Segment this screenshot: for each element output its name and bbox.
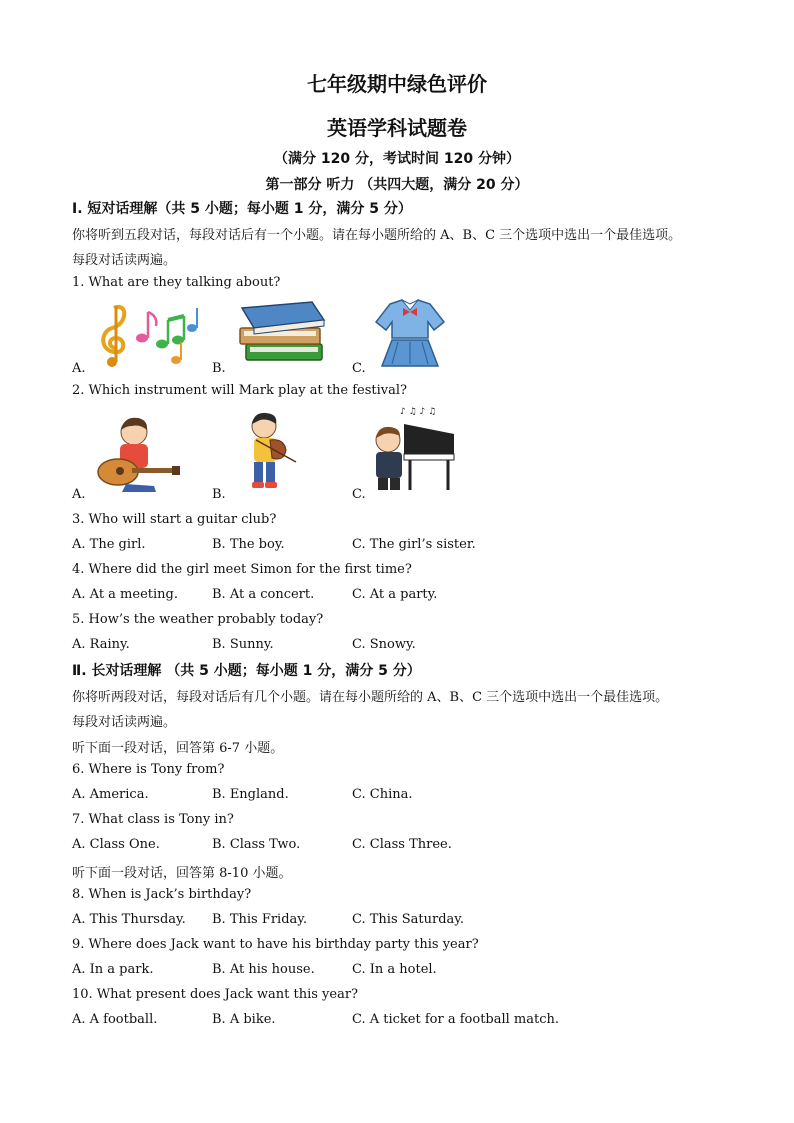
q7-option-b: B. Class Two.	[212, 837, 301, 852]
q3-option-c: C. The girl’s sister.	[352, 537, 476, 552]
dialogue-1-intro: 听下面一段对话，回答第 6-7 小题。	[72, 741, 284, 756]
q6-option-a: A. America.	[72, 787, 149, 802]
q8-option-a: A. This Thursday.	[72, 912, 186, 927]
books-icon	[232, 298, 332, 368]
section1-instruction-2: 每段对话读两遍。	[72, 253, 177, 268]
boy-guitar-icon	[92, 414, 182, 494]
q4-option-b: B. At a concert.	[212, 587, 315, 602]
q6-option-c: C. China.	[352, 787, 413, 802]
section1-instruction: 你将听到五段对话，每段对话后有一个小题。请在每小题所给的 A、B、C 三个选项中选出一个最佳选项。	[72, 228, 682, 243]
q10-option-a: A. A football.	[72, 1012, 158, 1027]
question-6: 6. Where is Tony from?	[72, 762, 225, 777]
question-3: 3. Who will start a guitar club?	[72, 512, 277, 527]
boy-piano-icon	[370, 404, 460, 494]
q1-option-a: A.	[72, 361, 86, 376]
question-8: 8. When is Jack’s birthday?	[72, 887, 252, 902]
q4-option-a: A. At a meeting.	[72, 587, 178, 602]
music-notes-icon	[92, 298, 202, 370]
exam-note: （满分 120 分，考试时间 120 分钟）	[274, 151, 520, 167]
section2-instruction-2: 每段对话读两遍。	[72, 715, 177, 730]
question-5: 5. How’s the weather probably today?	[72, 612, 324, 627]
q5-option-b: B. Sunny.	[212, 637, 274, 652]
school-uniform-icon	[370, 296, 450, 370]
q3-option-a: A. The girl.	[72, 537, 146, 552]
q6-option-b: B. England.	[212, 787, 289, 802]
q9-option-b: B. At his house.	[212, 962, 315, 977]
section2-instruction: 你将听两段对话，每段对话后有几个小题。请在每小题所给的 A、B、C 三个选项中选出一个最佳选项。	[72, 690, 669, 705]
question-10: 10. What present does Jack want this year?	[72, 987, 359, 1002]
question-9: 9. Where does Jack want to have his birthday party this year?	[72, 937, 479, 952]
q5-option-a: A. Rainy.	[72, 637, 130, 652]
q9-option-a: A. In a park.	[72, 962, 154, 977]
q4-option-c: C. At a party.	[352, 587, 438, 602]
svg-text:♪ ♫ ♪ ♫: ♪ ♫ ♪ ♫	[400, 407, 437, 417]
q2-option-b: B.	[212, 487, 226, 502]
exam-subtitle: 英语学科试题卷	[327, 116, 467, 140]
question-4: 4. Where did the girl meet Simon for the first time?	[72, 562, 412, 577]
question-1: 1. What are they talking about?	[72, 275, 281, 290]
q10-option-b: B. A bike.	[212, 1012, 276, 1027]
boy-violin-icon	[236, 410, 298, 494]
q1-option-c: C.	[352, 361, 366, 376]
section1-heading: Ⅰ. 短对话理解（共 5 小题；每小题 1 分，满分 5 分）	[72, 201, 412, 217]
q2-option-c: C.	[352, 487, 366, 502]
q8-option-b: B. This Friday.	[212, 912, 308, 927]
q8-option-c: C. This Saturday.	[352, 912, 465, 927]
exam-title: 七年级期中绿色评价	[307, 72, 487, 96]
section2-heading: Ⅱ. 长对话理解 （共 5 小题；每小题 1 分，满分 5 分）	[72, 663, 421, 679]
q9-option-c: C. In a hotel.	[352, 962, 437, 977]
q5-option-c: C. Snowy.	[352, 637, 416, 652]
q7-option-c: C. Class Three.	[352, 837, 452, 852]
q3-option-b: B. The boy.	[212, 537, 285, 552]
q2-option-a: A.	[72, 487, 86, 502]
dialogue-2-intro: 听下面一段对话，回答第 8-10 小题。	[72, 866, 292, 881]
part-heading: 第一部分 听力 （共四大题，满分 20 分）	[265, 177, 529, 193]
question-7: 7. What class is Tony in?	[72, 812, 234, 827]
q1-option-b: B.	[212, 361, 226, 376]
question-2: 2. Which instrument will Mark play at the festival?	[72, 383, 408, 398]
q10-option-c: C. A ticket for a football match.	[352, 1012, 560, 1027]
q7-option-a: A. Class One.	[72, 837, 160, 852]
